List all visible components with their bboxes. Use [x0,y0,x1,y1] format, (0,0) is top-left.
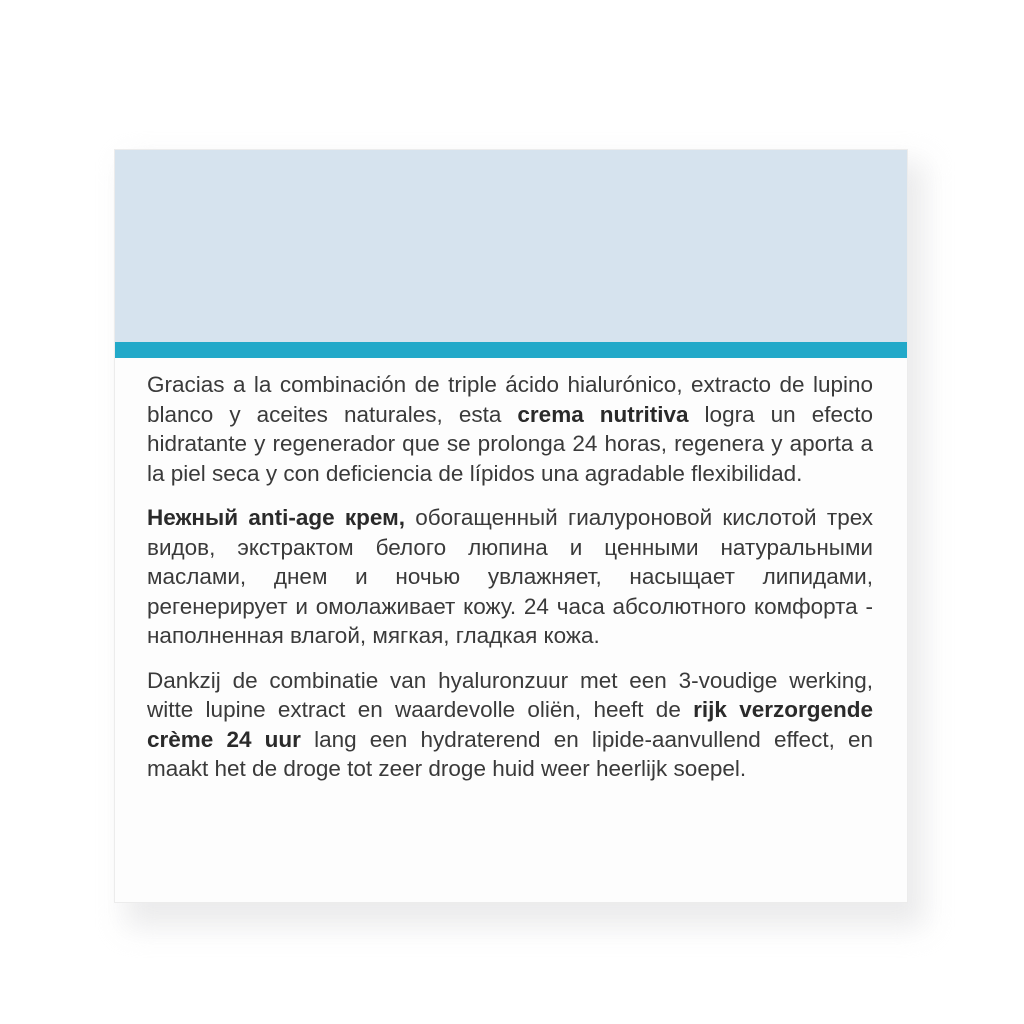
dutch-bold-product-name: rijk verzorgende crème 24 uur [147,697,873,752]
russian-bold-product-name: Нежный anti-age крем, [147,505,405,530]
dutch-text-end: lang een hydraterend en lipide-aanvullend effect, en maakt het de droge tot zeer droge huid weer heerlijk soepel. [147,726,874,781]
spanish-text-start: Gracias a la combinación de triple ácido hialurónico, extracto de lupino blanco y aceites naturales, esta [147,372,873,427]
russian-text-end: обогащенный гиалуроновой кислотой трех видов, экстрактом белого люпина и ценными натуральными маслами, днем и ночью увлажняет, насыщает липидами, регенерирует и омолаживает кожу. 24 часа абсолютного комфорта - наполненная влагой, мягкая, гладкая кожа. [147,505,873,648]
product-box-back [115,150,907,902]
paragraph-russian [147,503,873,651]
top-color-band [115,150,907,342]
spanish-bold-product-name: crema nutritiva [517,401,689,427]
accent-stripe [115,342,907,358]
paragraph-spanish [147,370,873,488]
spanish-text-end: logra un efecto hidratante y regenerador que se prolonga 24 horas, regenera y aporta a la piel seca y con deficiencia de lípidos una agradable flexibilidad. [147,401,873,486]
paragraph-dutch [147,666,873,784]
description-text-block [147,370,873,799]
dutch-text-start: Dankzij de combinatie van hyaluronzuur met een 3-voudige werking, witte lupine extract en waardevolle oliën, heeft de [147,667,873,722]
